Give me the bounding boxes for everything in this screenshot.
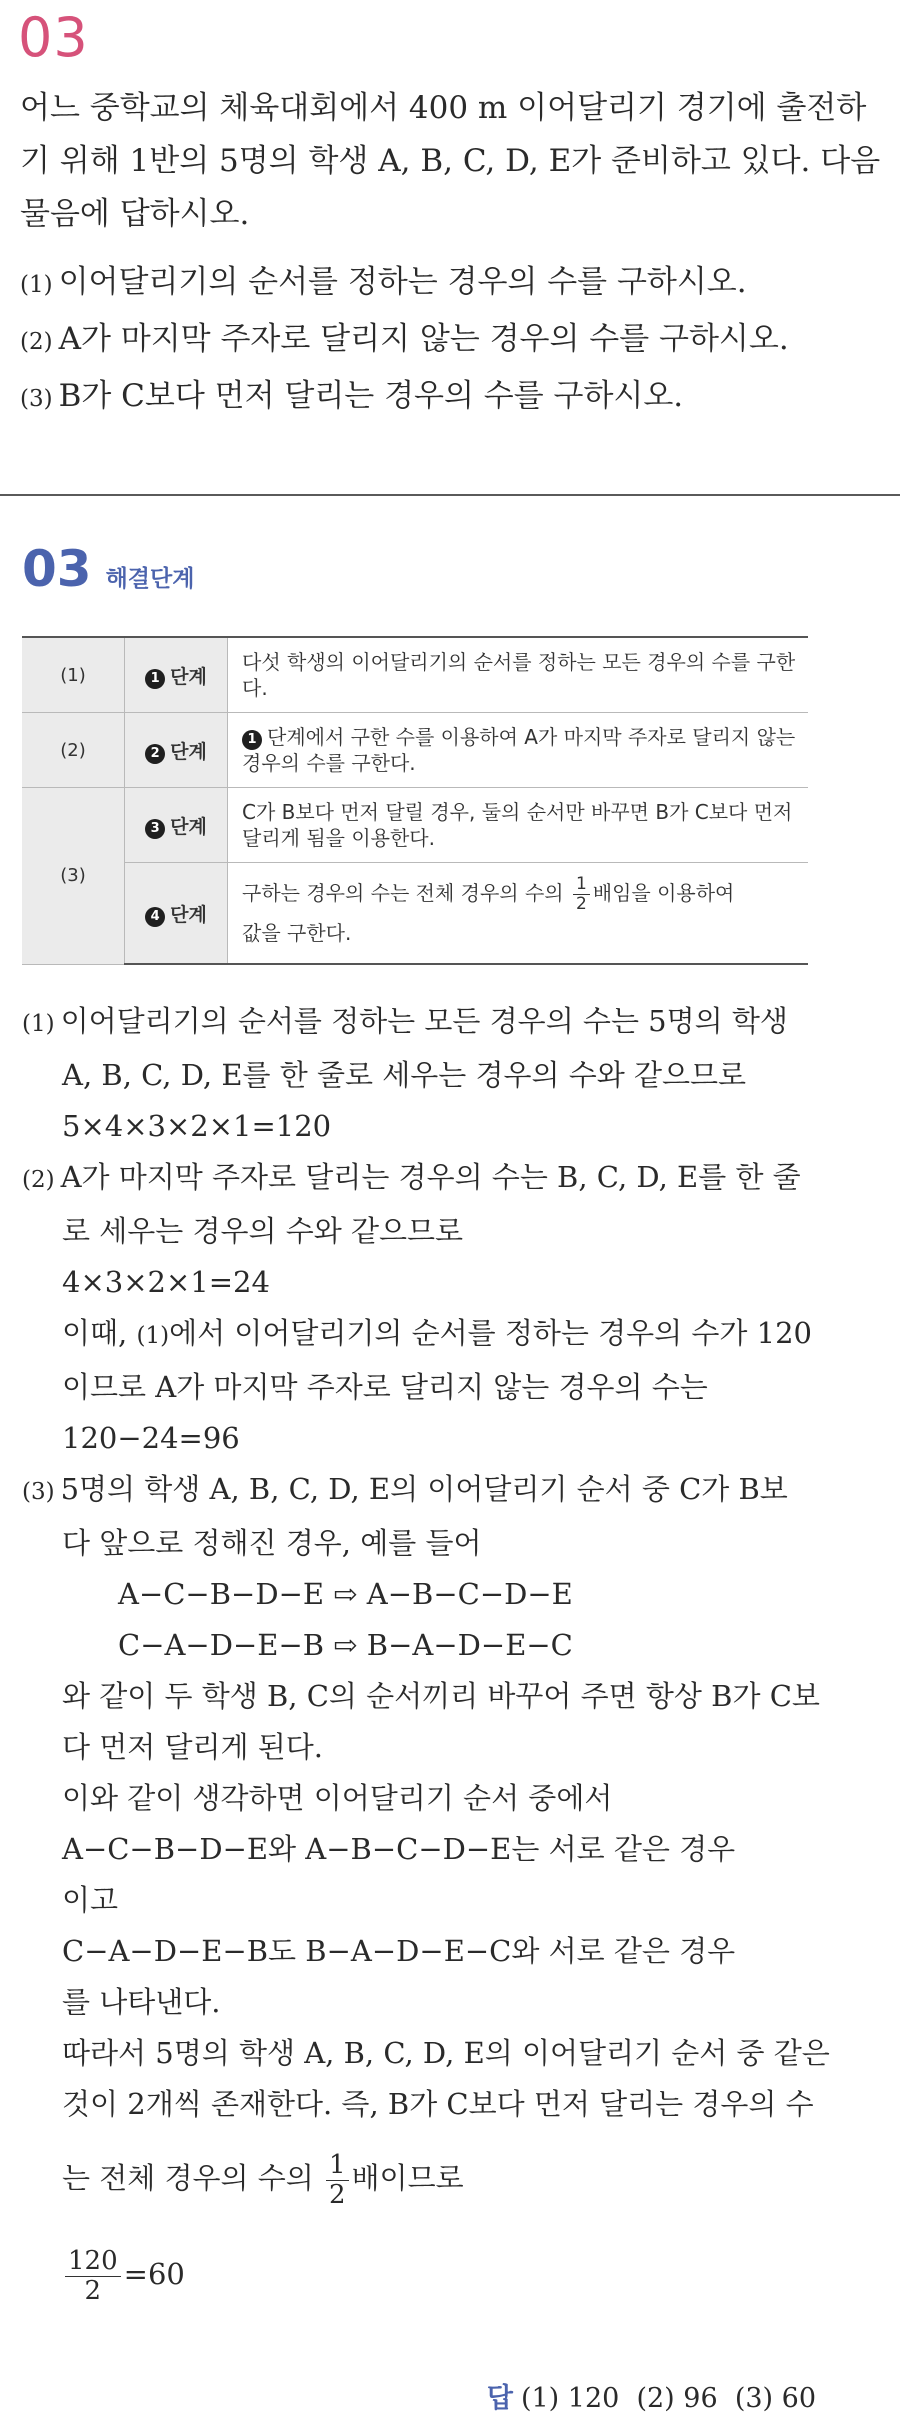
answer-values: (1) 120 (2) 96 (3) 60: [520, 2383, 816, 2414]
sol-line: C−A−D−E−B도 B−A−D−E−C와 서로 같은 경우: [62, 1934, 736, 1968]
fraction-120-over-2: $\frac{120}{2}$: [65, 2247, 121, 2305]
solution-header: [22, 540, 194, 598]
solution-title: 해결단계: [105, 566, 195, 592]
fraction-one-half: $\frac{1}{2}$: [573, 875, 590, 913]
question-1-number: (1): [20, 272, 53, 298]
sol-line: (1) 이어달리기의 순서를 정하는 모든 경우의 수는 5명의 학생: [22, 1004, 788, 1038]
step-ref-bullet: 1: [242, 730, 262, 750]
step-label: 1 단계: [125, 637, 228, 713]
step-label: 3 단계: [125, 788, 228, 863]
solution-steps-table: [22, 636, 808, 965]
question-3-text: B가 C보다 먼저 달리는 경우의 수를 구하시오.: [58, 378, 684, 414]
step-row: [22, 637, 808, 713]
sol-equation: 4×3×2×1=24: [62, 1265, 270, 1299]
fraction-one-half: $\frac{1}{2}$: [326, 2151, 349, 2209]
step-part-label: (3): [22, 788, 125, 965]
sol-line: 와 같이 두 학생 B, C의 순서끼리 바꾸어 주면 항상 B가 C보: [62, 1679, 820, 1713]
sol-line: 이와 같이 생각하면 이어달리기 순서 중에서: [62, 1781, 613, 1815]
step-label: 4 단계: [125, 863, 228, 965]
solution-body: [22, 996, 888, 2322]
section-divider: [0, 494, 900, 496]
step-part-label: (1): [22, 637, 125, 713]
sol-line: 는 전체 경우의 수의 $\frac{1}{2}$ 배이므로: [62, 2149, 464, 2210]
sol-line: A, B, C, D, E를 한 줄로 세우는 경우의 수와 같으므로: [62, 1058, 747, 1092]
sol-line: (2) A가 마지막 주자로 달리는 경우의 수는 B, C, D, E를 한 줄: [22, 1160, 801, 1194]
question-3-number: (3): [20, 386, 53, 412]
sol-line: 것이 2개씩 존재한다. 즉, B가 C보다 먼저 달리는 경우의 수: [62, 2087, 814, 2121]
problem-stem: 어느 중학교의 체육대회에서 400 m 이어달리기 경기에 출전하기 위해 1반의 5명의 학생 A, B, C, D, E가 준비하고 있다. 다음 물음에 답하시오.: [20, 90, 881, 232]
sol-line: 따라서 5명의 학생 A, B, C, D, E의 이어달리기 순서 중 같은: [62, 2036, 830, 2070]
step-bullet: 2: [145, 744, 165, 764]
sol-example: A−C−B−D−E ⇨ A−B−C−D−E: [118, 1577, 573, 1611]
question-2-text: A가 마지막 주자로 달리지 않는 경우의 수를 구하시오.: [58, 321, 789, 357]
sol-part-ref: (1): [136, 1323, 170, 1349]
sol-part-number: (3): [22, 1479, 55, 1505]
question-1: [20, 255, 882, 312]
sol-equation: $\frac{120}{2}$ =60: [22, 2226, 888, 2322]
question-2: [20, 312, 882, 369]
step-row: [22, 863, 808, 965]
sol-line: 이고: [62, 1883, 119, 1917]
sol-line: 를 나타낸다.: [62, 1985, 221, 2019]
sol-line: 다 앞으로 정해진 경우, 예를 들어: [62, 1526, 482, 1560]
question-1-text: 이어달리기의 순서를 정하는 경우의 수를 구하시오.: [58, 264, 747, 300]
step-bullet: 4: [145, 907, 165, 927]
step-row: [22, 788, 808, 863]
sol-example: C−A−D−E−B ⇨ B−A−D−E−C: [118, 1628, 573, 1662]
sol-line: 로 세우는 경우의 수와 같으므로: [62, 1214, 464, 1248]
sol-line: (3) 5명의 학생 A, B, C, D, E의 이어달리기 순서 중 C가 B보: [22, 1472, 788, 1506]
step-bullet: 3: [145, 819, 165, 839]
step-description: 다섯 학생의 이어달리기의 순서를 정하는 모든 경우의 수를 구한다.: [228, 637, 809, 713]
answer-label: 답: [486, 2383, 513, 2414]
sol-part-number: (2): [22, 1167, 55, 1193]
step-bullet: 1: [145, 669, 165, 689]
sol-line: A−C−B−D−E와 A−B−C−D−E는 서로 같은 경우: [62, 1832, 736, 1866]
step-description: 1 단계에서 구한 수를 이용하여 A가 마지막 주자로 달리지 않는 경우의 수를 구한다.: [228, 713, 809, 788]
step-part-label: (2): [22, 713, 125, 788]
sol-equation: 5×4×3×2×1=120: [62, 1109, 332, 1143]
sol-line: 이므로 A가 마지막 주자로 달리지 않는 경우의 수는: [62, 1370, 708, 1404]
solution-number: 03: [22, 540, 92, 598]
problem-number: 03: [18, 6, 89, 69]
step-description: C가 B보다 먼저 달릴 경우, 둘의 순서만 바꾸면 B가 C보다 먼저 달리게 됨을 이용한다.: [228, 788, 809, 863]
sol-line: 이때, (1)에서 이어달리기의 순서를 정하는 경우의 수가 120: [62, 1316, 812, 1350]
problem-block: [20, 82, 882, 426]
step-row: [22, 713, 808, 788]
question-3: [20, 369, 882, 426]
sol-equation: 120−24=96: [62, 1421, 240, 1455]
step-label: 2 단계: [125, 713, 228, 788]
question-2-number: (2): [20, 329, 53, 355]
answer-line: [487, 2376, 816, 2415]
step-description: 구하는 경우의 수는 전체 경우의 수의 $\frac{1}{2}$ 배임을 이용하여 값을 구한다.: [228, 863, 809, 965]
sol-part-number: (1): [22, 1011, 55, 1037]
sol-line: 다 먼저 달리게 된다.: [62, 1730, 323, 1764]
